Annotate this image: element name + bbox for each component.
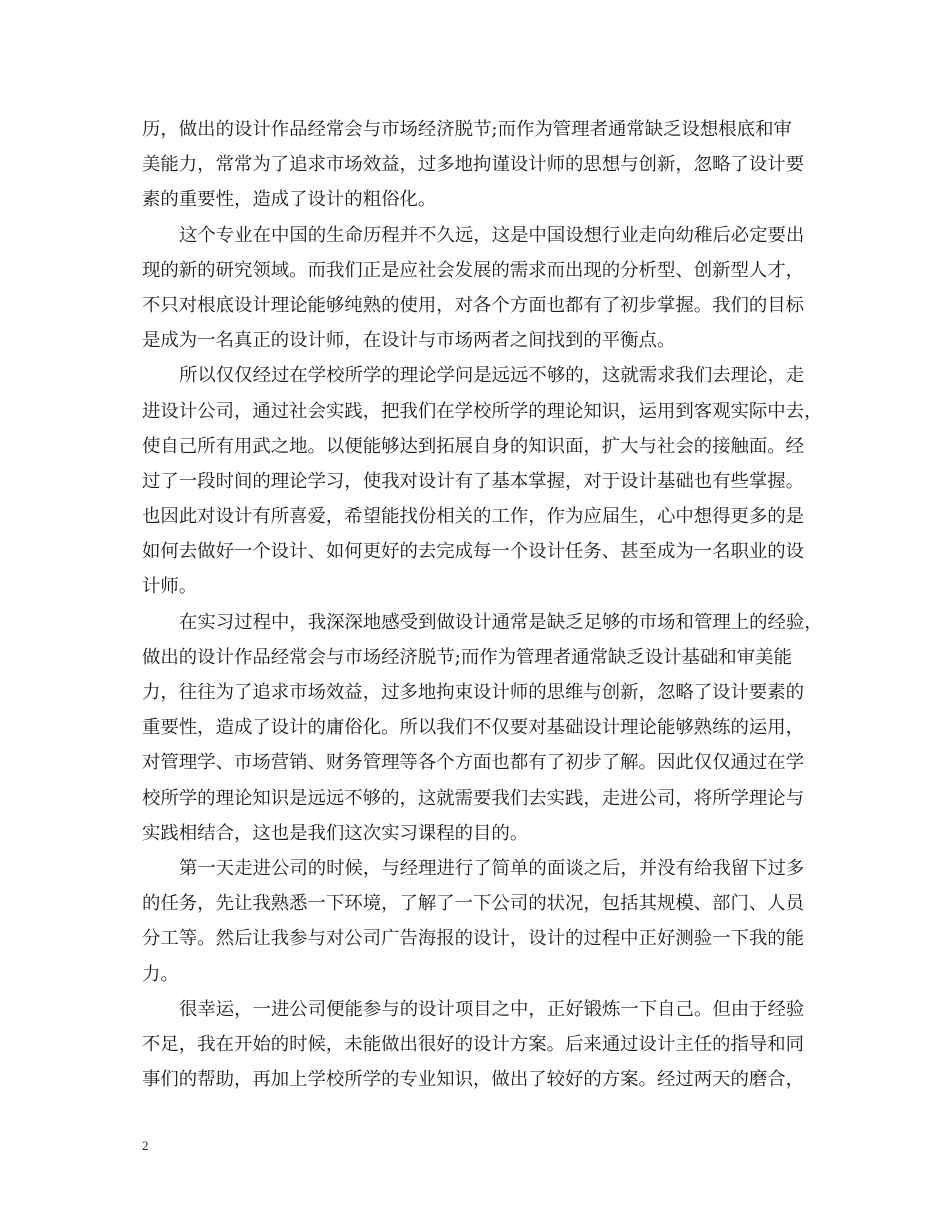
text-line: 进设计公司，通过社会实践，把我们在学校所学的理论知识，运用到客观实际中去， bbox=[142, 400, 823, 422]
text-line: 历，做出的设计作品经常会与市场经济脱节;而作为管理者通常缺乏设想根底和审 bbox=[142, 119, 792, 140]
text-line: 对管理学、市场营销、财务管理等各个方面也都有了初步了解。因此仅仅通过在学 bbox=[142, 752, 805, 774]
text-line: 不只对根底设计理论能够纯熟的使用，对各个方面也都有了初步掌握。我们的目标 bbox=[142, 294, 805, 316]
paragraph bbox=[142, 851, 814, 992]
paragraph bbox=[142, 358, 823, 604]
text-line: 这个专业在中国的生命历程并不久远，这是中国设想行业走向幼稚后必定要出 bbox=[179, 224, 805, 246]
page-number: 2 bbox=[142, 1138, 149, 1153]
text-line: 很幸运，一进公司便能参与的设计项目之中，正好锻炼一下自己。但由于经验 bbox=[179, 998, 805, 1020]
text-line: 重要性，造成了设计的庸俗化。所以我们不仅要对基础设计理论能够熟练的运用， bbox=[142, 717, 805, 739]
text-line: 计师。 bbox=[142, 576, 198, 598]
text-line: 第一天走进公司的时候，与经理进行了简单的面谈之后，并没有给我留下过多 bbox=[179, 857, 805, 879]
text-line: 分工等。然后让我参与对公司广告海报的设计，设计的过程中正好测验一下我的能 bbox=[142, 928, 805, 950]
document-body bbox=[142, 112, 823, 1097]
text-line: 是成为一名真正的设计师，在设计与市场两者之间找到的平衡点。 bbox=[142, 330, 676, 352]
text-line: 力。 bbox=[142, 963, 179, 985]
text-line: 过了一段时间的理论学习，使我对设计有了基本掌握，对于设计基础也有些掌握。 bbox=[142, 470, 805, 492]
text-line: 在实习过程中，我深深地感受到做设计通常是缺乏足够的市场和管理上的经验， bbox=[179, 611, 823, 633]
text-line: 做出的设计作品经常会与市场经济脱节;而作为管理者通常缺乏设计基础和审美能 bbox=[142, 646, 792, 668]
text-line: 所以仅仅经过在学校所学的理论学问是远远不够的，这就需求我们去理论，走 bbox=[179, 365, 805, 387]
text-line: 不足，我在开始的时候，未能做出很好的设计方案。后来通过设计主任的指导和同 bbox=[142, 1033, 805, 1055]
text-line: 如何去做好一个设计、如何更好的去完成每一个设计任务、甚至成为一名职业的设 bbox=[142, 541, 805, 563]
paragraph bbox=[142, 605, 823, 851]
text-line: 也因此对设计有所喜爱，希望能找份相关的工作，作为应届生，心中想得更多的是 bbox=[142, 506, 805, 528]
text-line: 实践相结合，这也是我们这次实习课程的目的。 bbox=[142, 822, 529, 844]
text-line: 使自己所有用武之地。以便能够达到拓展自身的知识面，扩大与社会的接触面。经 bbox=[142, 435, 805, 457]
paragraph bbox=[142, 218, 814, 359]
text-line: 事们的帮助，再加上学校所学的专业知识，做出了较好的方案。经过两天的磨合， bbox=[142, 1069, 805, 1091]
paragraph bbox=[142, 112, 814, 218]
text-line: 美能力，常常为了追求市场效益，过多地拘谨设计师的思想与创新，忽略了设计要 bbox=[142, 154, 805, 176]
text-line: 的任务，先让我熟悉一下环境，了解了一下公司的状况，包括其规模、部门、人员 bbox=[142, 893, 805, 915]
text-line: 力，往往为了追求市场效益，过多地拘束设计师的思维与创新，忽略了设计要素的 bbox=[142, 682, 805, 703]
text-line: 校所学的理论知识是远远不够的，这就需要我们去实践，走进公司，将所学理论与 bbox=[142, 787, 805, 809]
paragraph bbox=[142, 992, 814, 1098]
text-line: 素的重要性，造成了设计的粗俗化。 bbox=[142, 189, 437, 211]
text-line: 现的新的研究领域。而我们正是应社会发展的需求而出现的分析型、创新型人才， bbox=[142, 259, 805, 281]
